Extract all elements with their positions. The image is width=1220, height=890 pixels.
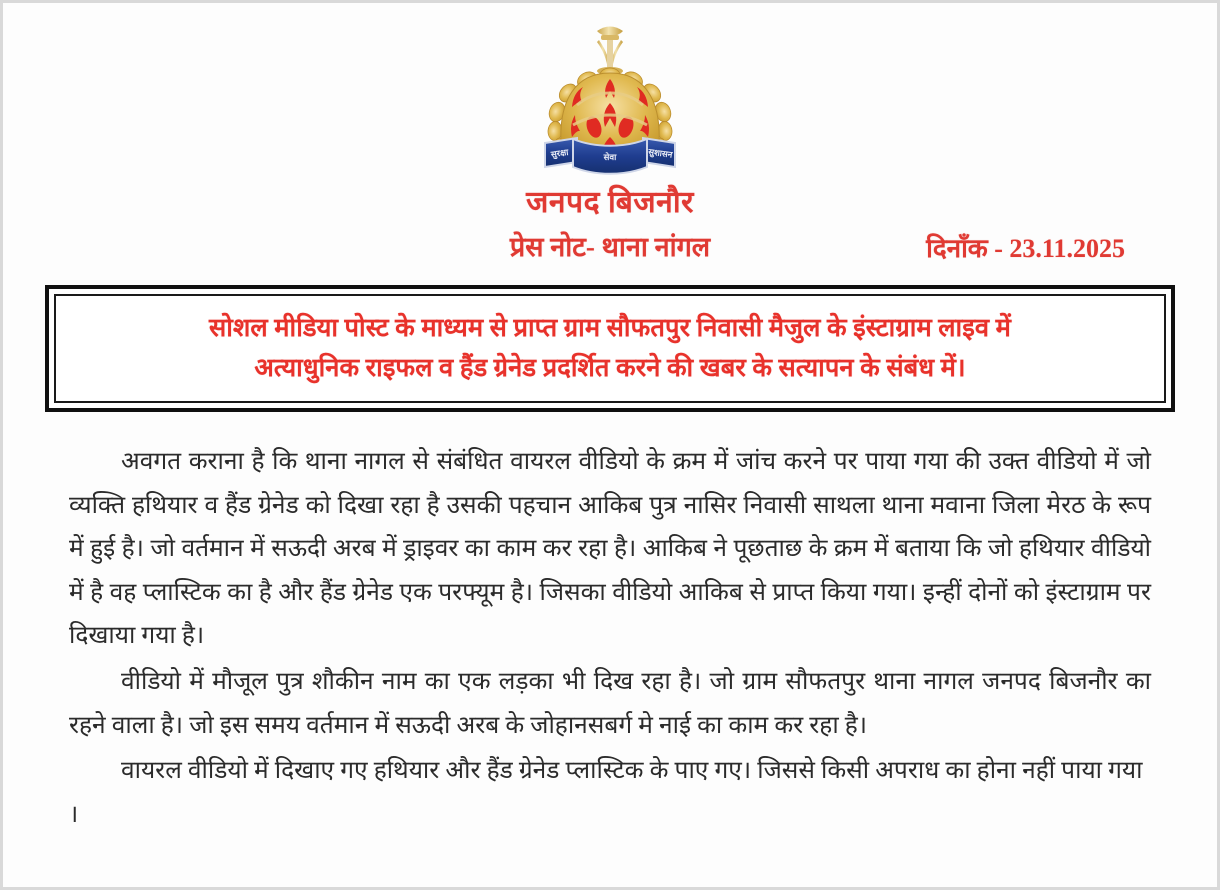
svg-text:सेवा: सेवा xyxy=(603,152,617,162)
body-text xyxy=(69,440,1151,836)
headline-line-1: सोशल मीडिया पोस्ट के माध्यम से प्राप्त ग्राम सौफतपुर निवासी मैजुल के इंस्टाग्राम लाइव में xyxy=(209,313,1011,342)
up-police-emblem-icon xyxy=(515,17,705,192)
body-paragraph-2: वीडियो में मौजूल पुत्र शौकीन नाम का एक लड़का भी दिख रहा है। जो ग्राम सौफतपुर थाना नागल जनपद बिजनौर का रहने वाला है। जो इस समय वर्तमान में सऊदी अरब के जोहानसबर्ग मे नाई का काम कर रहा है। xyxy=(69,668,1151,739)
svg-text:सुशासन: सुशासन xyxy=(647,146,674,160)
organization-name: जनपद बिजनौर xyxy=(526,186,694,219)
headline-line-2: अत्याधुनिक राइफल व हैंड ग्रेनेड प्रदर्शित करने की खबर के सत्यापन के संबंध में। xyxy=(254,352,966,382)
headline-box xyxy=(45,285,1175,412)
date-label: दिनाँक - 23.11.2025 xyxy=(926,234,1125,263)
svg-text:सुरक्षा: सुरक्षा xyxy=(550,146,569,160)
body-paragraph-3: वायरल वीडियो में दिखाए गए हथियार और हैंड ग्रेनेड प्लास्टिक के पाए गए। जिससे किसी अपराध का होना नहीं पाया गया । xyxy=(69,757,1143,828)
body-paragraph-1: अवगत कराना है कि थाना नागल से संबंधित वायरल वीडियो के क्रम में जांच करने पर पाया गया की उक्त वीडियो में जो व्यक्ति हथियार व हैंड ग्रेनेड को दिखा रहा है उसकी पहचान आकिब पुत्र नासिर निवासी साथला थाना मवाना जिला मेरठ के रूप में हुई है। जो वर्तमान में सऊदी अरब में ड्राइवर का काम कर रहा है। आकिब ने पूछताछ के क्रम में बताया कि जो हथियार वीडियो में है वह प्लास्टिक का है और हैंड ग्रेनेड एक परफ्यूम है। जिसका वीडियो आकिब से प्राप्त किया गया। इन्हीं दोनों को इंस्टाग्राम पर दिखाया गया है। xyxy=(69,448,1151,650)
headline-box-inner xyxy=(54,294,1166,403)
subheader-row xyxy=(3,227,1217,273)
emblem-container xyxy=(3,17,1217,192)
document-header xyxy=(3,3,1217,273)
press-note-label: प्रेस नोट- थाना नांगल xyxy=(509,232,711,262)
